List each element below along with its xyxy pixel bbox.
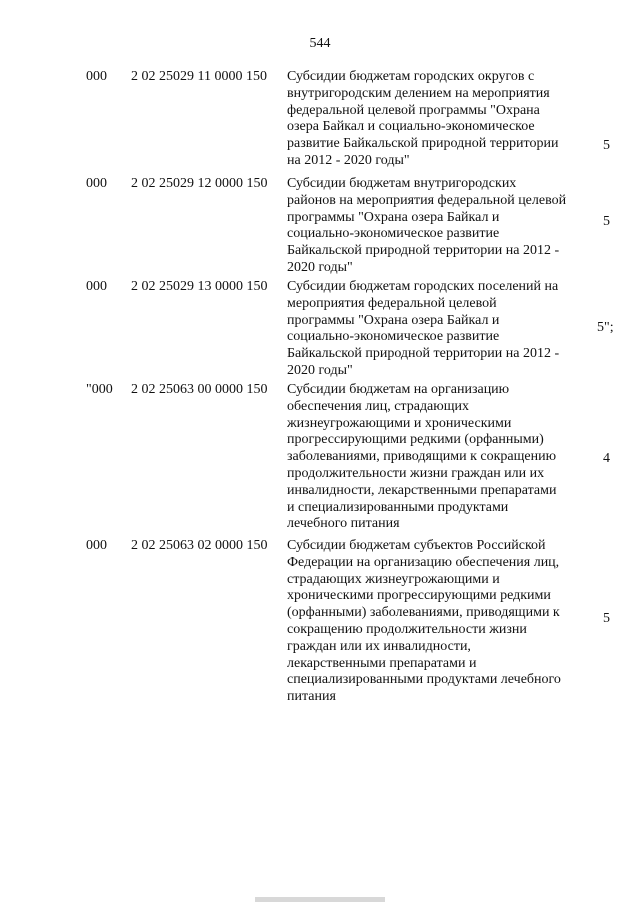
budget-classification-code: 2 02 25063 00 0000 150 bbox=[131, 382, 268, 397]
budget-classification-code: 2 02 25029 11 0000 150 bbox=[131, 69, 267, 84]
row-code: 5 bbox=[603, 214, 610, 229]
row-code: 5 bbox=[603, 611, 610, 626]
budget-classification-code: 2 02 25029 13 0000 150 bbox=[131, 279, 268, 294]
row-code: 5"; bbox=[597, 320, 614, 335]
budget-classification-code: 2 02 25063 02 0000 150 bbox=[131, 538, 268, 553]
admin-code: 000 bbox=[86, 538, 107, 553]
row-code: 5 bbox=[603, 138, 610, 153]
row-description: Субсидии бюджетам субъектов Российской Федерации на организацию обеспечения лиц, страдающих жизнеугрожающими и хроническими прогрессирующими редкими (орфанными) заболеваниями, приводящими к сокращению продолжительности жизни граждан или их инвалидности, лекарственными препаратами и специализированными продуктами лечебного питания bbox=[287, 538, 561, 705]
scan-edge-mark bbox=[255, 897, 385, 902]
row-description: Субсидии бюджетам на организацию обеспечения лиц, страдающих жизнеугрожающими и хроническими прогрессирующими редкими (орфанными) заболеваниями, приводящими к сокращению продолжительности жизни граждан или их инвалидности, лекарственными препаратами и специализированными продуктами лечебного питания bbox=[287, 382, 557, 532]
admin-code: 000 bbox=[86, 279, 107, 294]
admin-code: 000 bbox=[86, 176, 107, 191]
page-number: 544 bbox=[309, 36, 331, 51]
row-description: Субсидии бюджетам городских поселений на мероприятия федеральной целевой программы "Охрана озера Байкал и социально-экономическое развитие Байкальской природной территории на 2012 - 2020 годы" bbox=[287, 279, 560, 378]
row-description: Субсидии бюджетам городских округов с внутригородским делением на мероприятия федеральной целевой программы "Охрана озера Байкал и социально-экономическое развитие Байкальской природной территории на 2012 - 2020 годы" bbox=[287, 69, 559, 168]
row-description: Субсидии бюджетам внутригородских районов на мероприятия федеральной целевой программы "Охрана озера Байкал и социально-экономическое развитие Байкальской природной территории на 2012 - 2020 годы" bbox=[287, 176, 567, 275]
row-code: 4 bbox=[603, 451, 610, 466]
budget-classification-code: 2 02 25029 12 0000 150 bbox=[131, 176, 268, 191]
admin-code: 000 bbox=[86, 69, 107, 84]
admin-code: "000 bbox=[86, 382, 113, 397]
